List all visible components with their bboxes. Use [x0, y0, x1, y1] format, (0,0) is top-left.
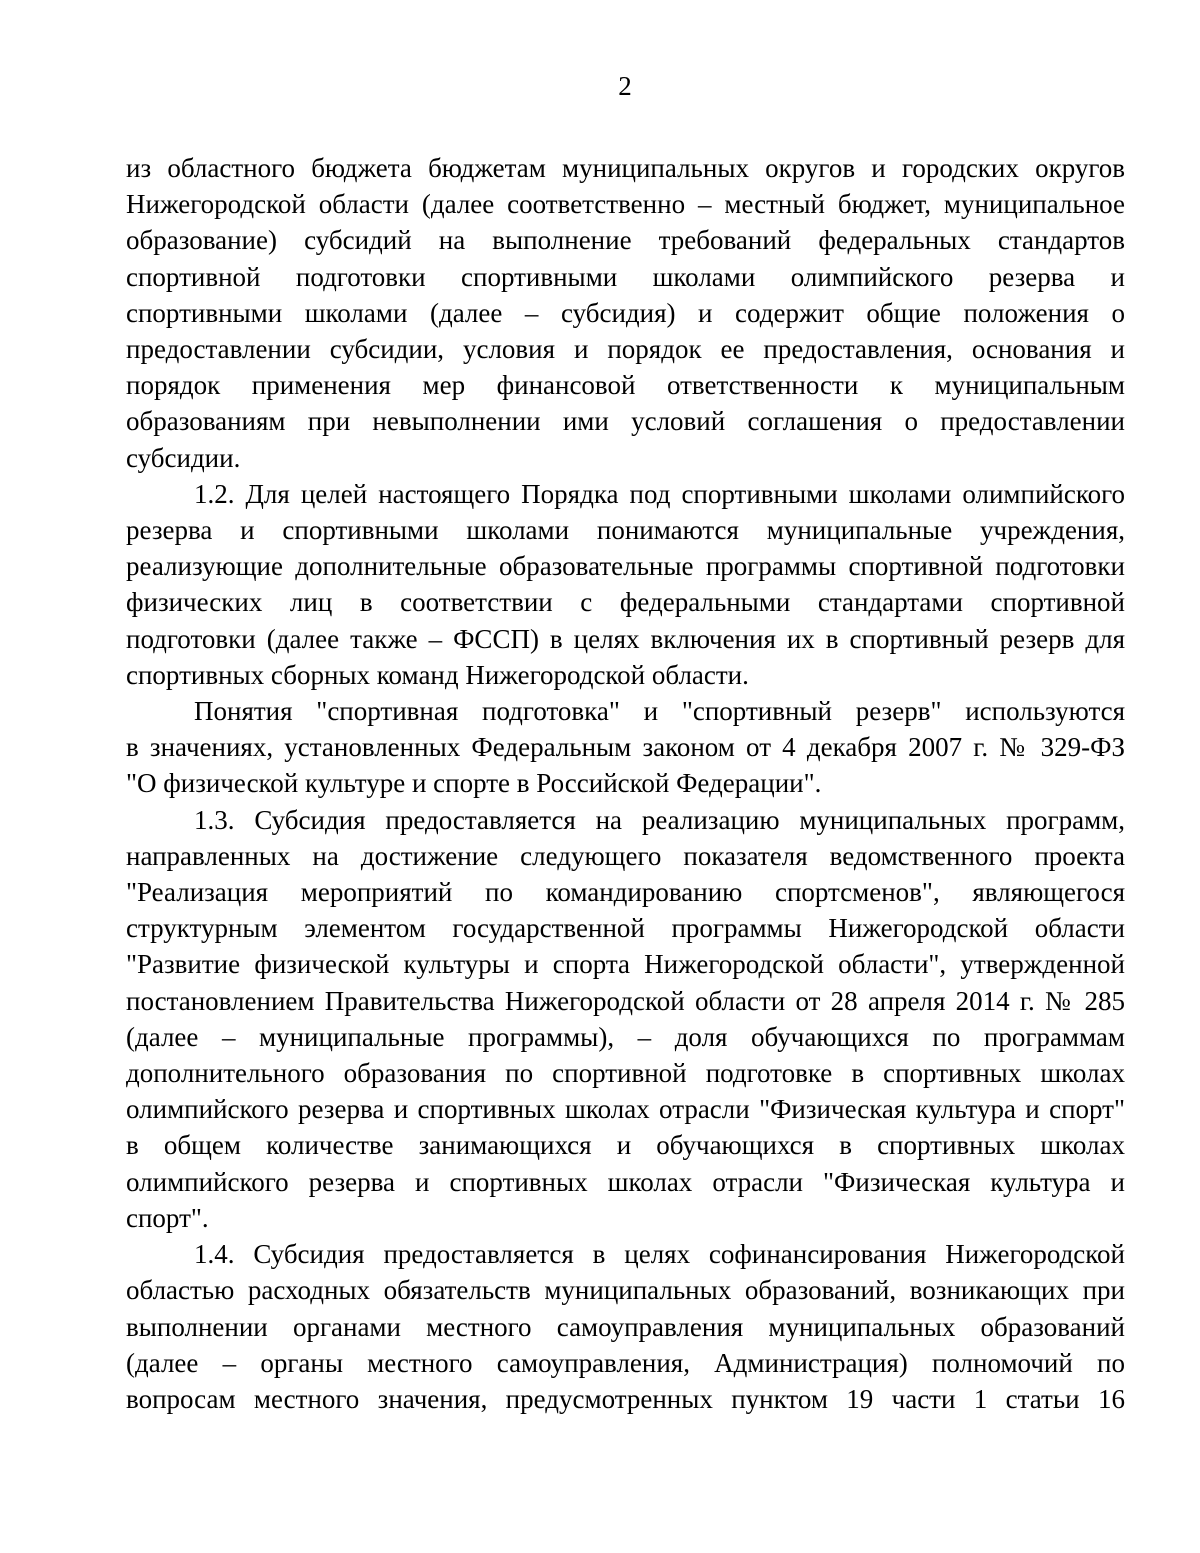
paragraph-1-line: образование) субсидий на выполнение требований федеральных стандартов [126, 225, 1125, 256]
paragraph-4-line: 1.3. Субсидия предоставляется на реализацию муниципальных программ, [194, 804, 1125, 835]
paragraph-2-line: спортивных сборных команд Нижегородской области. [126, 659, 749, 690]
paragraph-2-line: резерва и спортивными школами понимаются муниципальные учреждения, [126, 515, 1125, 546]
paragraph-5-line: областью расходных обязательств муниципальных образований, возникающих при [126, 1275, 1125, 1306]
paragraph-4-line: дополнительного образования по спортивной подготовке в спортивных школах [126, 1058, 1125, 1089]
paragraph-4-line: (далее – муниципальные программы), – доля обучающихся по программам [126, 1021, 1125, 1052]
paragraph-2-line: реализующие дополнительные образовательные программы спортивной подготовки [126, 551, 1125, 582]
paragraph-4-line: "Реализация мероприятий по командированию спортсменов", являющегося [126, 877, 1125, 908]
paragraph-1-line: предоставлении субсидии, условия и порядок ее предоставления, основания и [126, 334, 1125, 365]
page-number: 2 [618, 71, 632, 101]
paragraph-5-line: (далее – органы местного самоуправления, Администрация) полномочий по [126, 1347, 1125, 1378]
paragraph-5-line: вопросам местного значения, предусмотренных пунктом 19 части 1 статьи 16 [126, 1383, 1125, 1414]
paragraph-5-line: выполнении органами местного самоуправления муниципальных образований [126, 1311, 1125, 1342]
paragraph-4-line: направленных на достижение следующего показателя ведомственного проекта [126, 840, 1125, 871]
paragraph-4-line: олимпийского резерва и спортивных школах отрасли "Физическая культура и спорт" [126, 1094, 1125, 1125]
paragraph-4-line: постановлением Правительства Нижегородской области от 28 апреля 2014 г. № 285 [126, 985, 1125, 1016]
paragraph-1-line: из областного бюджета бюджетам муниципальных округов и городских округов [126, 153, 1125, 183]
paragraph-4-line: спорт". [126, 1202, 209, 1233]
paragraph-1-line: спортивной подготовки спортивными школами олимпийского резерва и [126, 261, 1125, 292]
paragraph-4-line: структурным элементом государственной программы Нижегородской области [126, 913, 1125, 944]
document-body [126, 150, 1125, 1417]
paragraph-2-line: подготовки (далее также – ФССП) в целях включения их в спортивный резерв для [126, 623, 1125, 654]
paragraph-3-line: "О физической культуре и спорте в Российской Федерации". [126, 768, 822, 799]
paragraph-4-line: "Развитие физической культуры и спорта Нижегородской области", утвержденной [126, 949, 1125, 980]
paragraph-2-line: физических лиц в соответствии с федеральными стандартами спортивной [126, 587, 1125, 618]
paragraph-1-line: субсидии. [126, 442, 241, 473]
paragraph-3-line: в значениях, установленных Федеральным законом от 4 декабря 2007 г. № 329-ФЗ [126, 732, 1125, 763]
paragraph-2-line: 1.2. Для целей настоящего Порядка под спортивными школами олимпийского [194, 478, 1125, 509]
paragraph-1-line: спортивными школами (далее – субсидия) и содержит общие положения о [126, 297, 1125, 328]
paragraph-1-line: порядок применения мер финансовой ответственности к муниципальным [126, 370, 1125, 401]
paragraph-4-line: олимпийского резерва и спортивных школах отрасли "Физическая культура и [126, 1166, 1125, 1197]
paragraph-5-line: 1.4. Субсидия предоставляется в целях софинансирования Нижегородской [194, 1239, 1125, 1270]
paragraph-1-line: образованиям при невыполнении ими условий соглашения о предоставлении [126, 406, 1125, 437]
paragraph-3-line: Понятия "спортивная подготовка" и "спортивный резерв" используются [194, 696, 1125, 727]
paragraph-4-line: в общем количестве занимающихся и обучающихся в спортивных школах [126, 1130, 1125, 1161]
paragraph-1-line: Нижегородской области (далее соответственно – местный бюджет, муниципальное [126, 189, 1125, 220]
